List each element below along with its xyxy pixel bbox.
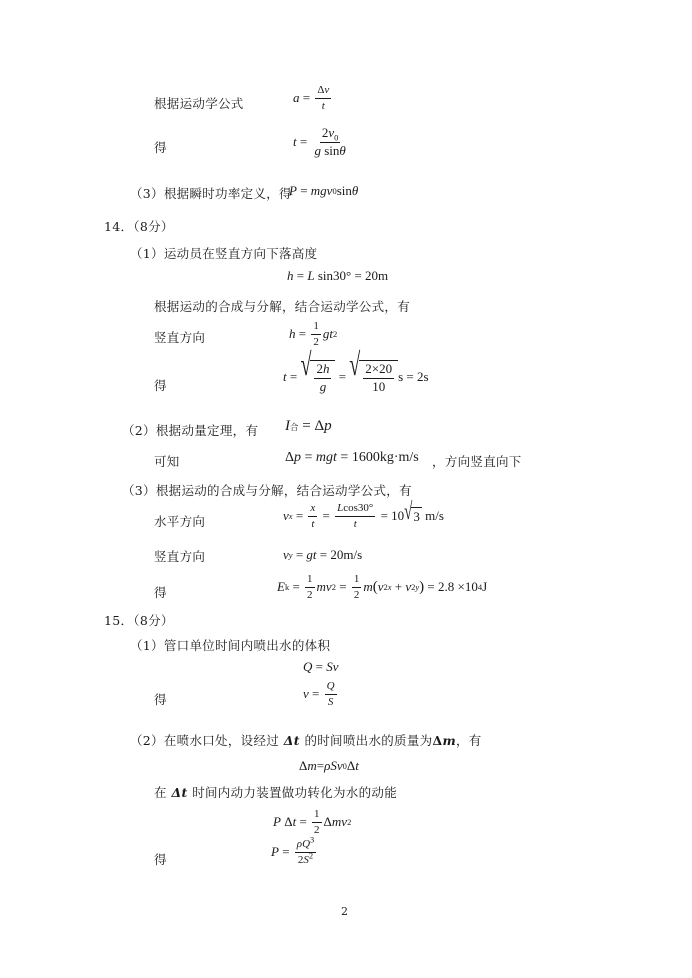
text-line: 得 <box>154 585 167 600</box>
text-line: （2）根据动量定理，有 <box>122 423 259 438</box>
text-line: （1）运动员在竖直方向下落高度 <box>130 246 318 261</box>
formula-mass: Δ m = ρSv 0 Δ t <box>299 758 359 773</box>
page-number: 2 <box>341 905 348 918</box>
formula-kinetic-energy: E k = $\frac{1}{2}$ mv 2 = $\frac{1}{2}$ m ( v 2 x + v 2 y ) = 2.8 ×10 4 J <box>277 573 488 601</box>
formula-momentum: Δ p = mgt = 1600kg·m/s <box>285 450 419 465</box>
text-line: 根据运动学公式 <box>154 96 244 111</box>
formula-fall-time: t = √ $\frac{2h}{g}$ = √ $\frac{2\times 20}{10}$ s = 2s <box>283 347 429 394</box>
formula-power-result: P = $\frac{\rho Q^3}{2S^2}$ <box>271 834 315 866</box>
text-line: 水平方向 <box>154 514 206 529</box>
text-line: （2）在喷水口处，设经过 Δt 的时间喷出水的质量为Δm，有 <box>130 733 482 748</box>
formula-impulse: I 合 = Δ p <box>285 418 332 434</box>
text-line: ，方向竖直向下 <box>432 454 522 469</box>
formula-time: t = $\frac{2v_0}{\text{g sinθ}}$ <box>293 125 346 158</box>
text-line: 得 <box>154 378 167 393</box>
formula-power: P = mgv 0 sin θ <box>289 183 359 198</box>
formula-acceleration: a = $\frac{\Delta v}{t}$ <box>293 84 330 112</box>
text-line: 根据运动的合成与分解，结合运动学公式，有 <box>154 299 411 314</box>
formula-velocity: v = $\frac{Q}{S}$ <box>303 680 335 708</box>
formula-vx: v x = $\frac{x}{t}$ = $\frac{Lcos30^\circ}{t}$ = 10 √ 3 m/s <box>283 500 444 530</box>
formula-vy: v y = gt = 20m/s <box>283 547 363 562</box>
text-line: 得 <box>154 140 167 155</box>
formula-height: h = L sin30° = 20m <box>287 268 389 283</box>
text-line: （3）根据瞬时功率定义，得 <box>130 186 292 201</box>
text-line: 竖直方向 <box>154 330 206 345</box>
question-title: 15．（8分） <box>104 613 174 628</box>
text-line: （3）根据运动的合成与分解，结合运动学公式，有 <box>122 483 412 498</box>
text-line: （1）管口单位时间内喷出水的体积 <box>130 638 331 653</box>
formula-work: P Δ t = $\frac{1}{2}$ Δ mv 2 <box>273 808 352 836</box>
question-title: 14．（8分） <box>104 219 174 234</box>
text-line: 可知 <box>154 454 180 469</box>
text-line: 竖直方向 <box>154 549 206 564</box>
text-line: 得 <box>154 692 167 707</box>
text-line: 在 Δt 时间内动力装置做功转化为水的动能 <box>154 785 398 800</box>
text-line: 得 <box>154 852 167 867</box>
formula-fall-height: h = $\frac{1}{2}$ gt 2 <box>289 320 338 348</box>
formula-flow: Q = Sv <box>303 659 339 674</box>
